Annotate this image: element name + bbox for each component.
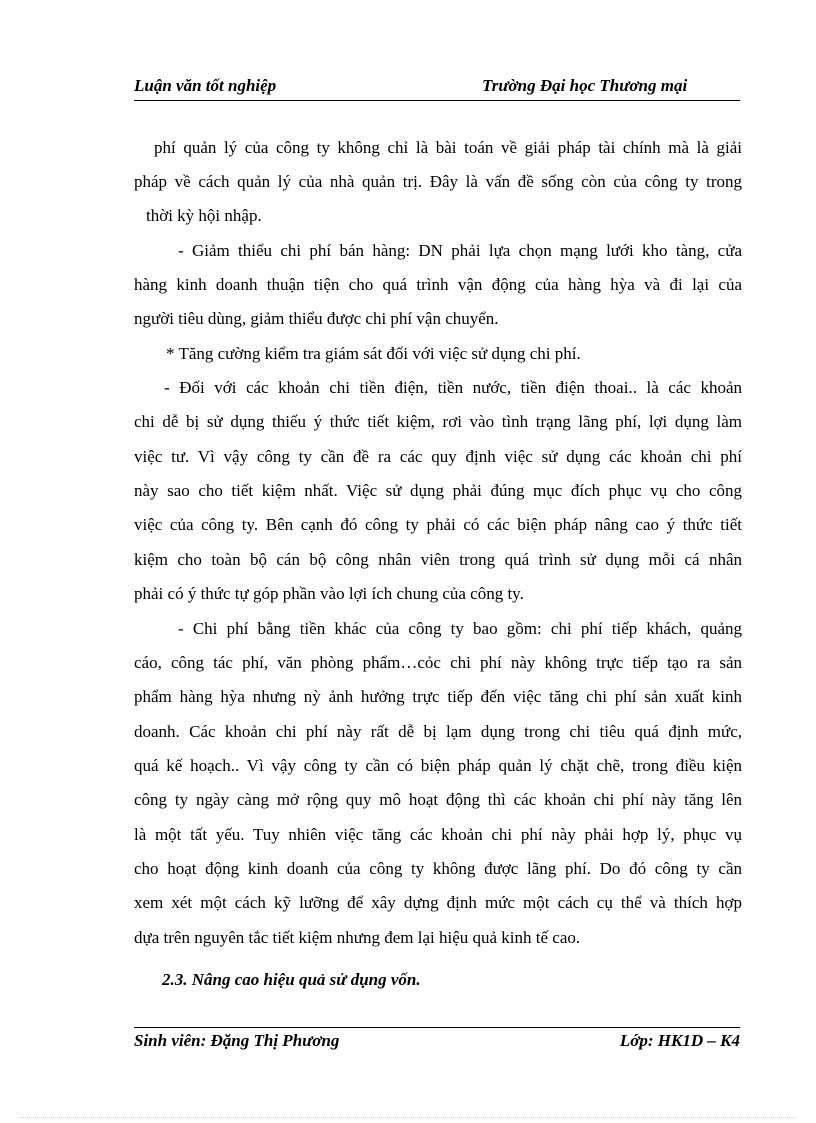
text-line: pháp về cách quản lý của nhà quản trị. Đây là vấn đề sống còn của công ty trong — [134, 172, 742, 191]
text-line: việc của công ty. Bên cạnh đó công ty phải có các biện pháp nâng cao ý thức tiết — [134, 515, 742, 534]
text-line: này sao cho tiết kiệm nhất. Việc sử dụng phải đúng mục đích phục vụ cho công — [134, 481, 742, 500]
text-line: - Chi phí bằng tiền khác của công ty bao gồm: chi phí tiếp khách, quảng — [178, 619, 742, 638]
footer-class-label: Lớp: HK1D – K4 — [619, 1031, 740, 1050]
header-thesis-label: Luận văn tốt nghiệp — [134, 76, 277, 95]
text-line: người tiêu dùng, giảm thiểu được chi phí vận chuyển. — [134, 309, 499, 328]
text-line: kiệm cho toàn bộ cán bộ công nhân viên trong quá trình sử dụng mỗi cá nhân — [134, 550, 742, 569]
text-line: công ty ngày càng mở rộng quy mô hoạt động thì các khoản chi phí này tăng lên — [134, 790, 742, 809]
text-line: hàng kinh doanh thuận tiện cho quá trình vận động của hàng hỳa và đi lại của — [134, 275, 742, 294]
text-line: cho hoạt động kinh doanh của công ty không được lãng phí. Do đó công ty cần — [134, 859, 742, 878]
text-line: thời kỳ hội nhập. — [146, 206, 262, 225]
text-line: - Đối với các khoản chi tiền điện, tiền nước, tiền điện thoai.. là các khoản — [164, 378, 742, 397]
text-line: phải có ý thức tự góp phần vào lợi ích chung của công ty. — [134, 584, 524, 603]
text-line: quá kế hoạch.. Vì vậy công ty cần có biện pháp quản lý chặt chẽ, trong điều kiện — [134, 756, 742, 775]
text-line: phí quản lý của công ty không chỉ là bài toán về giải pháp tài chính mà là giải — [154, 138, 742, 157]
text-line: cáo, công tác phí, văn phòng phẩm…cỏc chi phí này không trực tiếp tạo ra sản — [134, 653, 742, 672]
text-line: chi dễ bị sử dụng thiếu ý thức tiết kiệm, rơi vào tình trạng lãng phí, lợi dụng làm — [134, 412, 742, 431]
page-footer — [134, 1027, 740, 1052]
text-line: xem xét một cách kỹ lưỡng để xây dựng định mức một cách cụ thể và thích hợp — [134, 893, 742, 912]
text-line: việc tư. Vì vậy công ty cần đề ra các quy định việc sử dụng các khoản chi phí — [134, 447, 742, 466]
page-header — [134, 74, 740, 101]
text-line: - Giảm thiểu chi phí bán hàng: DN phải lựa chọn mạng lưới kho tàng, cửa — [178, 241, 742, 260]
section-heading: 2.3. Nâng cao hiệu quả sử dụng vốn. — [162, 970, 421, 989]
text-line: * Tăng cường kiểm tra giám sát đối với việc sử dụng chi phí. — [166, 344, 581, 363]
footer-student-label: Sinh viên: Đặng Thị Phương — [134, 1031, 340, 1050]
text-line: là một tất yếu. Tuy nhiên việc tăng các khoản chi phí này phải hợp lý, phục vụ — [134, 825, 742, 844]
text-line: phẩm hàng hỳa nhưng nỳ ảnh hưởng trực tiếp đến việc tăng chi phí sản xuất kinh — [134, 687, 742, 706]
page-bottom-edge — [20, 1117, 796, 1118]
header-university-label: Trường Đại học Thương mại — [482, 76, 688, 95]
text-line: dựa trên nguyên tắc tiết kiệm nhưng đem lại hiệu quả kinh tế cao. — [134, 928, 581, 947]
text-line: doanh. Các khoản chi phí này rất dễ bị lạm dụng trong chi tiêu quá định mức, — [134, 722, 742, 741]
